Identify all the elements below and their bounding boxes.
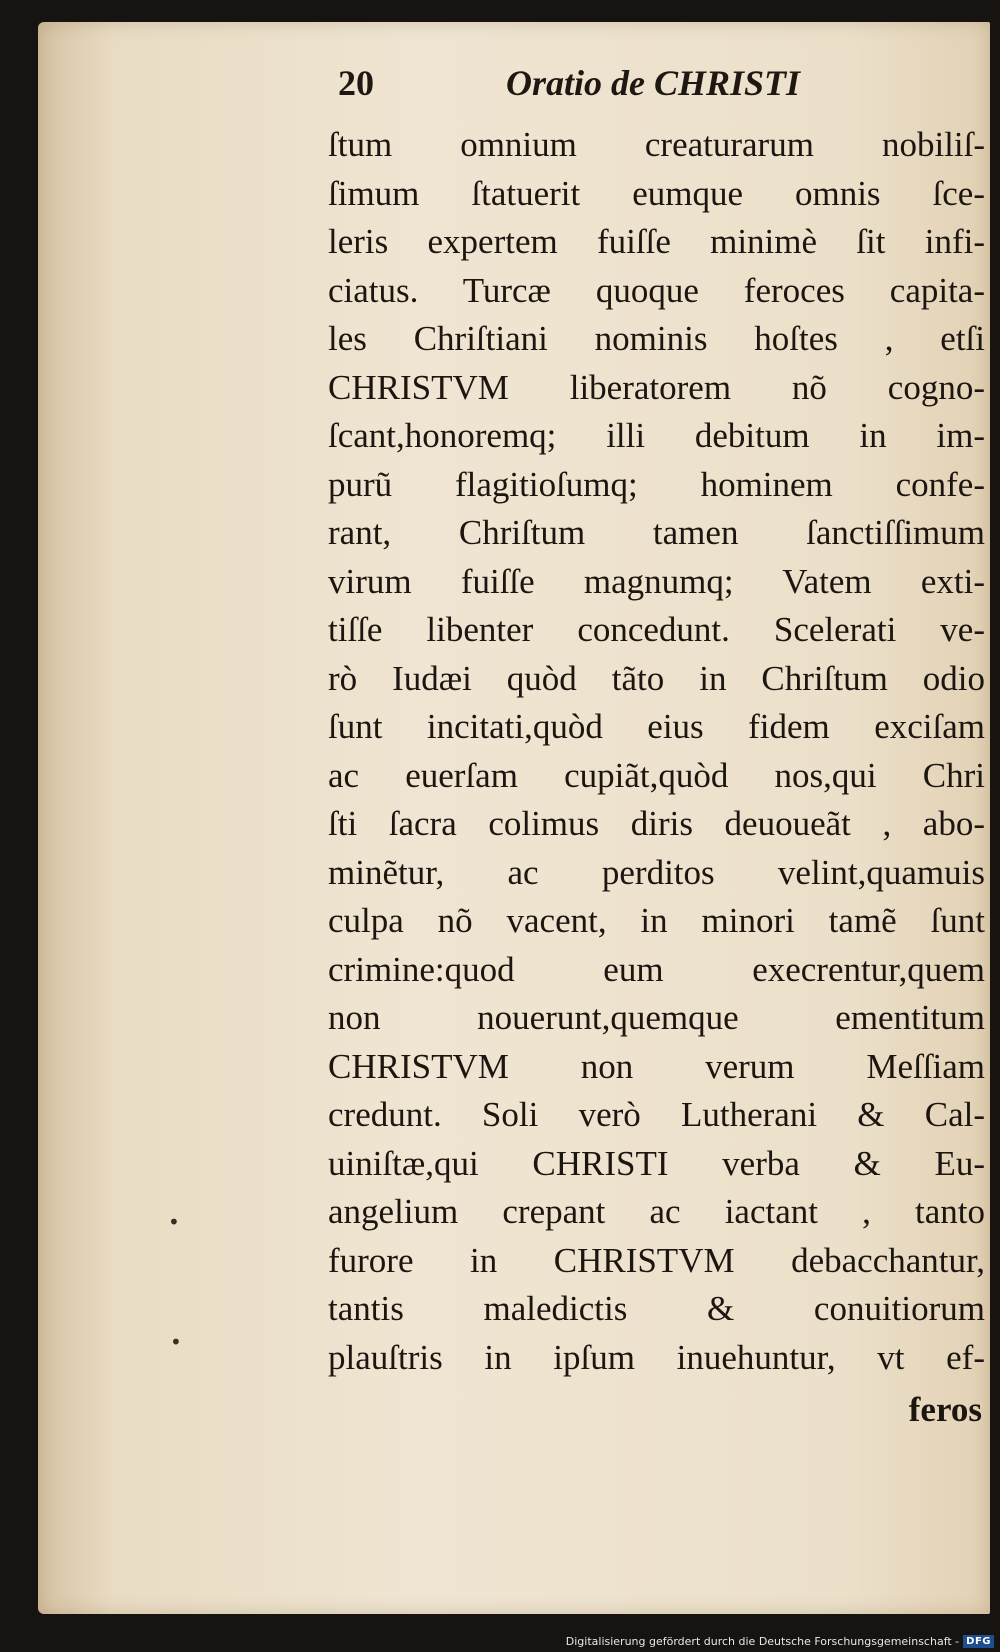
text-line: rò Iudæi quòd tãto in Chriſtum odio [328,658,985,698]
text-line: CHRISTVM non verum Meſſiam [328,1046,985,1086]
body-text [328,121,985,1382]
dfg-logo-icon: DFG [963,1635,994,1648]
text-line: uiniſtæ,qui CHRISTI verba & Eu- [328,1143,985,1183]
text-line: les Chriſtiani nominis hoſtes , etſi [328,319,985,358]
text-line: tantis maledictis & conuitiorum [328,1289,985,1328]
text-line: leris expertem fuiſſe minimè ſit infi- [328,222,985,261]
text-line: purũ flagitioſumq; hominem confe- [328,464,985,504]
footer-text: Digitalisierung gefördert durch die Deutsche Forschungsgemeinschaft - [565,1634,960,1648]
margin-mark: • [170,1330,182,1354]
catchword: feros [908,1390,982,1429]
text-line: culpa nõ vacent, in minori tamẽ ſunt [328,901,985,940]
text-line: tiſſe libenter concedunt. Scelerati ve- [328,610,985,649]
digitization-footer [566,1632,994,1650]
text-line: ſtum omnium creaturarum nobiliſ- [328,125,985,164]
text-line: rant, Chriſtum tamen ſanctiſſimum [328,513,985,552]
text-line: credunt. Soli verò Lutherani & Cal- [328,1095,985,1134]
text-line: ſunt incitati,quòd eius fidem exciſam [328,707,985,746]
text-line: plauſtris in ipſum inuehuntur, vt ef- [328,1337,985,1377]
text-line: ſcant,honoremq; illi debitum in im- [328,416,985,455]
text-line: ſti ſacra colimus diris deuoueãt , abo- [328,804,985,843]
text-line: ciatus. Turcæ quoque feroces capita- [328,270,985,310]
page-number: 20 [338,63,374,103]
text-line: furore in CHRISTVM debacchantur, [328,1240,985,1280]
text-line: non nouerunt,quemque ementitum [328,998,985,1037]
text-line: ac euerſam cupiãt,quòd nos,qui Chri [328,755,985,795]
running-head: Oratio de CHRISTI [506,63,801,103]
margin-mark: • [168,1210,180,1234]
text-line: CHRISTVM liberatorem nõ cogno- [328,367,985,407]
text-line: minẽtur, ac perditos velint,quamuis [328,852,985,892]
text-line: ſimum ſtatuerit eumque omnis ſce- [328,173,985,213]
text-line: crimine:quod eum execrentur,quem [328,949,985,989]
text-line: angelium crepant ac iactant , tanto [328,1192,985,1231]
text-line: virum fuiſſe magnumq; Vatem exti- [328,561,985,601]
